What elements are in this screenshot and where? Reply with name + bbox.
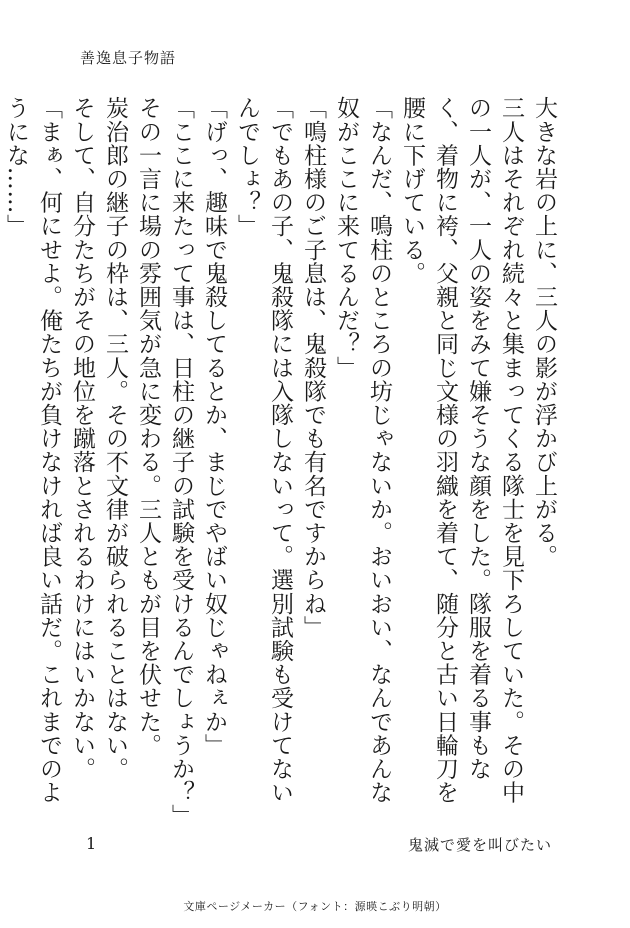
paragraph: 炭治郎の継子の枠は、三人。その不文律が破られることはない。	[102, 96, 128, 781]
chapter-title: 鬼滅で愛を叫びたい	[407, 836, 552, 854]
paragraph: 大きな岩の上に、三人の影が浮かび上がる。	[531, 96, 557, 568]
page-number: 1	[86, 834, 97, 853]
paragraph: そして、自分たちがその地位を蹴落とされるわけにはいかない。	[69, 96, 95, 781]
footer-credit: 文庫ページメーカー（フォント：源暎こぶり明朝）	[183, 900, 447, 913]
paragraph: 「まぁ、何にせよ。俺たちが負けなければ良い話だ。これまでのようにな……」	[3, 96, 62, 804]
paragraph: 三人はそれぞれ続々と集まってくる隊士を見下ろしていた。その中の一人が、一人の姿をみて嫌そうな顔をした。隊服を着る事もなく、着物に袴、父親と同じ文様の羽織を着て、随分と古い日輪刀を腰に下げている。	[399, 96, 524, 804]
paragraph: 「ここに来たって事は、日柱の継子の試験を受けるんでしょうか？」	[168, 96, 194, 828]
paragraph: 「鳴柱様のご子息は、鬼殺隊でも有名ですからね」	[300, 96, 326, 639]
paragraph: 「でもあの子、鬼殺隊には入隊しないって。選別試験も受けてないんでしょ？」	[234, 96, 293, 804]
paragraph: その一言に場の雰囲気が急に変わる。三人ともが目を伏せた。	[135, 96, 161, 757]
paragraph: 「なんだ、鳴柱のところの坊じゃないか。おいおい、なんであんな奴がここに来てるんだ？」	[333, 96, 392, 804]
paragraph: 「げっ、趣味で鬼殺してるとか、まじでやばい奴じゃねぇか」	[201, 96, 227, 757]
vertical-body-text	[3, 96, 560, 828]
book-title: 善逸息子物語	[80, 49, 177, 67]
